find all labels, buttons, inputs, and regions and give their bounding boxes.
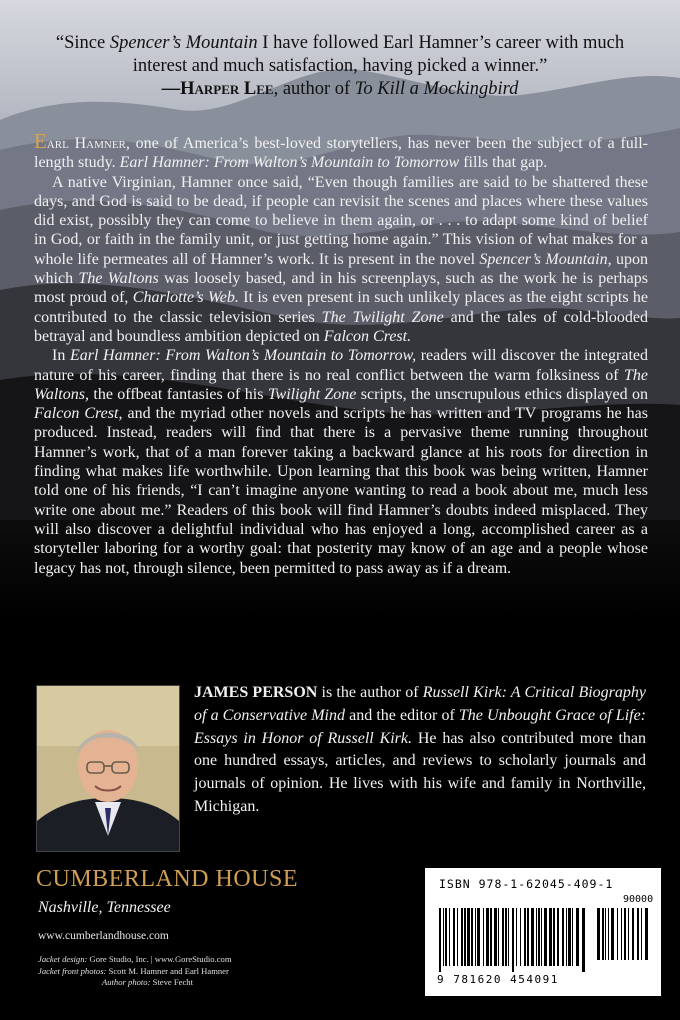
description-paragraph: Earl Hamner, one of America’s best-loved storytellers, has never been the subject of a full-length study. Earl Hamner: From Walton’s Mountain to Tomorrow fills that gap.: [34, 129, 648, 172]
author-name: JAMES PERSON: [194, 684, 318, 701]
isbn-barcode: [425, 868, 661, 996]
description-paragraph: A native Virginian, Hamner once said, “Even though families are said to be shattered these days, and God is said to be dead, if people can revisit the scenes and places where these values did exist, possibly they can come to believe in them again, or . . . to adapt some kind of belief in God, or faith in the family unit, or just getting home again.” This vision of what makes for a whole life permeates all of Hamner’s work. It is present in the novel Spencer’s Mountain, upon which The Waltons was loosely based, and in his screenplays, such as the work he is perhaps most proud of, Charlotte’s Web. It is even present in such unlikely places as the eight scripts he contributed to the classic television series The Twilight Zone and the tales of cold-blooded betrayal and boundless ambition depicted on Falcon Crest.: [34, 173, 649, 345]
price-code: 90000: [623, 894, 654, 905]
drop-cap: E: [34, 129, 47, 153]
publisher-city: Nashville, Tennessee: [38, 899, 171, 916]
isbn-label: ISBN 978-1-62045-409-1: [439, 877, 614, 891]
jacket-credits: [38, 954, 318, 989]
description-paragraph: In Earl Hamner: From Walton’s Mountain to Tomorrow, readers will discover the integrated nature of his career, finding that there is no real conflict between the warm folksiness of The Waltons, the offbeat fantasies of his Twilight Zone scripts, the unscrupulous ethics displayed on Falcon Crest, and the myriad other novels and scripts he has written and TV programs he has produced. Instead, readers will find that there is a pervasive theme running throughout Hamner’s work, that of a man forever taking a backward glance at his roots for direction in finding what makes life worthwhile. Upon learning that this book was being written, Hamner told one of his friends, “I can’t imagine anyone wanting to read a book about me, much less write one about me.” Readers of this book will find Hamner’s doubts indeed misplaced. They will also discover a delightful individual who has enjoyed a long, accomplished career as a storyteller laboring for a worthy goal: that posterity may know of an age and a people whose legacy has not, through silence, been permitted to pass away as if a dream.: [34, 347, 649, 577]
book-description: [34, 129, 649, 578]
barcode-number: 9 781620 454091: [437, 973, 559, 986]
credit-front-photos: Jacket front photos: Scott M. Hamner and Earl Hamner: [38, 965, 229, 976]
publisher-logo: CUMBERLAND HOUSE: [36, 866, 299, 892]
publisher-website[interactable]: www.cumberlandhouse.com: [38, 930, 169, 942]
author-photo: [36, 685, 180, 852]
credit-author-photo: Author photo: Steve Fecht: [102, 977, 193, 987]
review-quote: “Since Spencer’s Mountain I have followed Earl Hamner’s career with much interest and much satisfaction, having picked a winner.” —Harper Lee, author of To Kill a Mockingbird: [55, 33, 625, 99]
barcode-bars: [437, 908, 651, 972]
quote-author: Harper Lee: [180, 79, 274, 99]
author-bio: JAMES PERSON is the author of Russell Kirk: A Critical Biography of a Conservative Mind and the editor of The Unbought Grace of Life: Essays in Honor of Russell Kirk. He has also contributed more than one hundred essays, articles, and reviews to scholarly journals and journals of opinion. He lives with his wife and family in Northville, Michigan.: [194, 684, 647, 815]
credit-design: Jacket design: Gore Studio, Inc. | www.GoreStudio.com: [38, 954, 232, 964]
